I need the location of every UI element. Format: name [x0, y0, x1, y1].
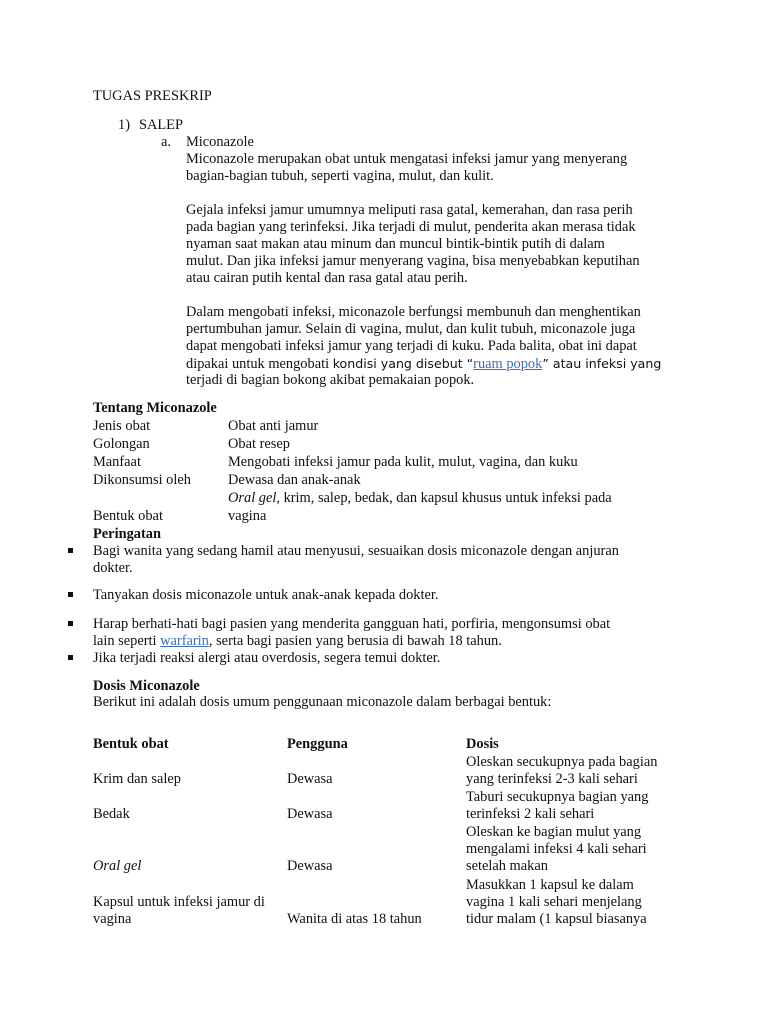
table-cell-pengguna: Dewasa [287, 806, 333, 822]
table-cell-dosis: Oleskan ke bagian mulut yang [466, 824, 642, 840]
list-item: Tanyakan dosis miconazole untuk anak-anak kepada dokter. [93, 587, 439, 603]
table-header: Dosis [466, 736, 499, 752]
table-cell-dosis: terinfeksi 2 kali sehari [466, 806, 595, 822]
list-item: Bagi wanita yang sedang hamil atau menyusui, sesuaikan dosis miconazole dengan anjuran [93, 543, 619, 559]
info-label: Jenis obat [93, 418, 151, 434]
bullet-icon [68, 592, 73, 597]
info-label: Golongan [93, 436, 150, 452]
table-cell-bentuk: Kapsul untuk infeksi jamur di [93, 894, 265, 910]
table-cell-dosis: Taburi secukupnya bagian yang [466, 789, 649, 805]
list-item: dokter. [93, 560, 133, 576]
paragraph-line: bagian-bagian tubuh, seperti vagina, mulut, dan kulit. [186, 168, 494, 184]
info-value: Obat resep [228, 436, 290, 452]
dosis-intro: Berikut ini adalah dosis umum penggunaan miconazole dalam berbagai bentuk: [93, 694, 552, 710]
table-cell-dosis: vagina 1 kali sehari menjelang [466, 894, 642, 910]
table-cell-pengguna: Dewasa [287, 858, 333, 874]
text-fragment: dipakai untuk mengobati [186, 356, 333, 372]
table-cell-bentuk: Krim dan salep [93, 771, 181, 787]
warfarin-link[interactable]: warfarin [160, 633, 209, 649]
paragraph-line: terjadi di bagian bokong akibat pemakaian popok. [186, 372, 475, 388]
list-item [93, 633, 502, 650]
text-fragment: kondisi yang disebut “ [332, 356, 474, 371]
table-cell-dosis: Oleskan secukupnya pada bagian [466, 754, 658, 770]
table-cell-pengguna: Dewasa [287, 771, 333, 787]
paragraph-line: pertumbuhan jamur. Selain di vagina, mulut, dan kulit tubuh, miconazole juga [186, 321, 636, 337]
ruam-popok-link[interactable]: ruam popok [473, 356, 543, 372]
paragraph-line: nyaman saat makan atau minum dan muncul bintik-bintik putih di dalam [186, 236, 605, 252]
bullet-icon [68, 548, 73, 553]
table-cell-dosis: mengalami infeksi 4 kali sehari [466, 841, 647, 857]
table-cell-dosis: tidur malam (1 kapsul biasanya [466, 911, 647, 927]
paragraph-line: atau cairan putih kental dan rasa gatal atau perih. [186, 270, 468, 286]
bullet-icon [68, 621, 73, 626]
text-fragment: krim, salep, bedak, dan kapsul khusus untuk infeksi pada [279, 490, 612, 506]
list-item: Jika terjadi reaksi alergi atau overdosis, segera temui dokter. [93, 650, 441, 666]
info-value [228, 490, 612, 507]
paragraph-line: Gejala infeksi jamur umumnya meliputi rasa gatal, kemerahan, dan rasa perih [186, 202, 633, 218]
section-number: 1) [118, 117, 130, 133]
info-label: Dikonsumsi oleh [93, 472, 191, 488]
info-label: Manfaat [93, 454, 141, 470]
paragraph-line [186, 355, 661, 373]
table-header: Pengguna [287, 736, 348, 752]
info-value: Dewasa dan anak-anak [228, 472, 361, 488]
subsection-letter: a. [161, 134, 171, 150]
table-cell-dosis: yang terinfeksi 2-3 kali sehari [466, 771, 638, 787]
table-cell-dosis: setelah makan [466, 858, 548, 874]
paragraph-line: Dalam mengobati infeksi, miconazole berfungsi membunuh dan menghentikan [186, 304, 641, 320]
list-item: Harap berhati-hati bagi pasien yang menderita gangguan hati, porfiria, mengonsumsi obat [93, 616, 611, 632]
paragraph-line: mulut. Dan jika infeksi jamur menyerang vagina, bisa menyebabkan keputihan [186, 253, 640, 269]
paragraph-line: dapat mengobati infeksi jamur yang terjadi di kuku. Pada balita, obat ini dapat [186, 338, 637, 354]
table-header: Bentuk obat [93, 736, 169, 752]
bullet-icon [68, 655, 73, 660]
dosis-heading: Dosis Miconazole [93, 678, 200, 694]
text-fragment: Oral gel, [228, 490, 280, 506]
section-label: SALEP [139, 117, 183, 133]
table-cell-bentuk: vagina [93, 911, 132, 927]
info-label: Bentuk obat [93, 508, 163, 524]
table-cell-dosis: Masukkan 1 kapsul ke dalam [466, 877, 634, 893]
info-value: Obat anti jamur [228, 418, 319, 434]
paragraph-line: Miconazole merupakan obat untuk mengatasi infeksi jamur yang menyerang [186, 151, 628, 167]
text-fragment: , serta bagi pasien yang berusia di bawah 18 tahun. [208, 633, 502, 649]
peringatan-heading: Peringatan [93, 526, 161, 542]
info-value: vagina [228, 508, 267, 524]
table-cell-pengguna: Wanita di atas 18 tahun [287, 911, 422, 927]
text-fragment: lain seperti [93, 633, 161, 649]
info-value: Mengobati infeksi jamur pada kulit, mulut, vagina, dan kuku [228, 454, 578, 470]
table-cell-bentuk: Oral gel [93, 858, 142, 874]
subsection-label: Miconazole [186, 134, 254, 150]
text-fragment: ” atau infeksi yang [542, 356, 662, 371]
document-title: TUGAS PRESKRIP [93, 88, 212, 104]
tentang-heading: Tentang Miconazole [93, 400, 217, 416]
paragraph-line: pada bagian yang terinfeksi. Jika terjadi di mulut, penderita akan merasa tidak [186, 219, 636, 235]
table-cell-bentuk: Bedak [93, 806, 130, 822]
